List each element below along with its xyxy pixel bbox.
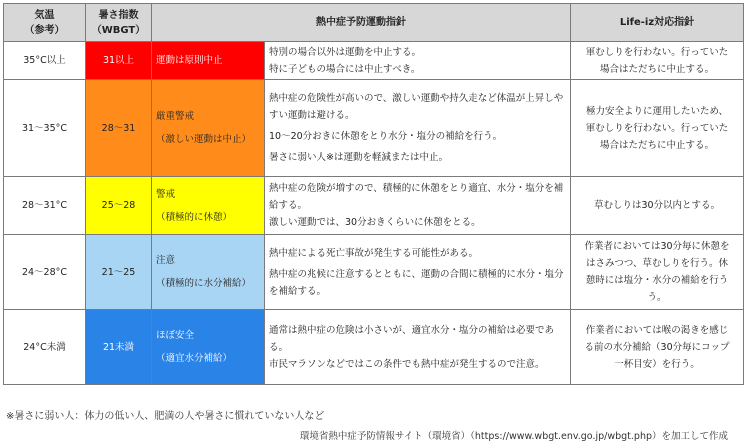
life-text: 場合はただちに中止する。: [599, 139, 714, 151]
table-row: [4, 310, 744, 385]
guide-text: 市民マラソンなどではこの条件でも熱中症が発生するので注意。: [269, 358, 545, 370]
life-text: う。: [647, 292, 667, 303]
life-text: 憩時には塩分・水分の補給を行う: [585, 275, 729, 286]
level-cell: [152, 235, 265, 310]
life-text: 一杯目安）を行う。: [614, 358, 700, 370]
life-cell: [571, 177, 744, 235]
wbgt-cell: 21～25: [86, 235, 152, 310]
header-temperature-note: （参考）: [24, 24, 65, 36]
guide-cell: [265, 42, 571, 80]
level-cell: [152, 310, 265, 385]
life-text: 場合はただちに中止する。: [599, 63, 714, 75]
level-sub-label: （積極的に休憩）: [156, 211, 233, 223]
guide-text: 熱中症による死亡事故が発生する可能性がある。: [269, 247, 479, 259]
wbgt-guideline-table: [3, 3, 744, 385]
life-text: 軍むしりを行わない。行っていた: [585, 46, 729, 58]
temperature-cell: 35°C以上: [4, 42, 86, 80]
guide-cell: [265, 235, 571, 310]
source-credit: 環境省熱中症予防情報サイト（環境省）（https://www.wbgt.env.go.jp/wbgt.php）を加工して作成: [299, 431, 728, 442]
life-text: 軍むしりを行わない。行っていた: [585, 122, 729, 134]
guide-text: 熱中症の兆候に注意するとともに、運動の合間に積極的に水分・塩分を補給する。: [269, 268, 564, 297]
level-cell: [152, 42, 265, 80]
life-text: 作業者においては喉の渇きを感じ: [585, 324, 729, 336]
table-row: [4, 42, 744, 80]
level-label: ほぼ安全: [156, 330, 195, 341]
guide-text: 通常は熱中症の危険は小さいが、適宜水分・塩分の補給は必要である。: [269, 324, 555, 353]
life-cell: [571, 42, 744, 80]
level-label: 運動は原則中止: [156, 55, 223, 66]
guide-text: 暑さに弱い人※は運動を軽減または中止。: [269, 152, 448, 163]
header-temperature: [4, 4, 86, 42]
header-wbgt-note: （WBGT）: [91, 24, 146, 36]
life-text: 作業者においては30分毎に休憩を: [584, 241, 730, 252]
header-temperature-label: 気温: [34, 9, 55, 21]
level-sub-label: （積極的に水分補給）: [156, 278, 252, 289]
guide-cell: [265, 310, 571, 385]
wbgt-cell: 28～31: [86, 80, 152, 177]
guide-text: 激しい運動では、30分おきくらいに休憩をとる。: [269, 217, 481, 228]
table-row: [4, 177, 744, 235]
level-cell: [152, 177, 265, 235]
header-guide: 熱中症予防運動指針: [152, 4, 571, 42]
wbgt-cell: 31以上: [86, 42, 152, 80]
wbgt-cell: 25～28: [86, 177, 152, 235]
temperature-cell: 28～31°C: [4, 177, 86, 235]
header-wbgt: [86, 4, 152, 42]
footnote: ※暑さに弱い人：体力の低い人、肥満の人や暑さに慣れていない人など: [6, 411, 325, 422]
guide-text: 特別の場合以外は運動を中止する。: [269, 46, 422, 58]
temperature-cell: 24～28°C: [4, 235, 86, 310]
header-life: Life-iz対応指針: [571, 4, 744, 42]
life-cell: [571, 310, 744, 385]
guide-cell: [265, 80, 571, 177]
life-cell: [571, 235, 744, 310]
guide-text: 10～20分おきに休憩をとり水分・塩分の補給を行う。: [269, 131, 503, 142]
header-wbgt-label: 暑さ指数: [98, 9, 139, 21]
level-label: 注意: [156, 255, 176, 266]
temperature-cell: 31～35°C: [4, 80, 86, 177]
guide-text: 熱中症の危険性が高いので、激しい運動や持久走など体温が上昇しやすい運動は避ける。: [269, 93, 564, 121]
life-text: 極力安全よりに運用したいため、: [585, 105, 729, 117]
guide-text: 熱中症の危険が増すので、積極的に休憩をとり適宜、水分・塩分を補給する。: [269, 183, 564, 211]
level-label: 警戒: [156, 188, 176, 200]
guide-text: 特に子どもの場合には中止すべき。: [269, 63, 421, 75]
temperature-cell: 24°C未満: [4, 310, 86, 385]
level-sub-label: （激しい運動は中止）: [156, 134, 252, 145]
table-row: [4, 80, 744, 177]
life-cell: [571, 80, 744, 177]
level-cell: [152, 80, 265, 177]
table-row: [4, 235, 744, 310]
life-text: る前の水分補給（30分毎にコップ: [584, 341, 730, 353]
guide-cell: [265, 177, 571, 235]
life-text: はさみつつ、草むしりを行う。休: [586, 258, 728, 269]
level-label: 厳重警戒: [156, 111, 195, 122]
life-text: 草むしりは30分以内とする。: [593, 200, 721, 211]
level-sub-label: （適宜水分補給）: [156, 353, 233, 364]
wbgt-cell: 21未満: [86, 310, 152, 385]
